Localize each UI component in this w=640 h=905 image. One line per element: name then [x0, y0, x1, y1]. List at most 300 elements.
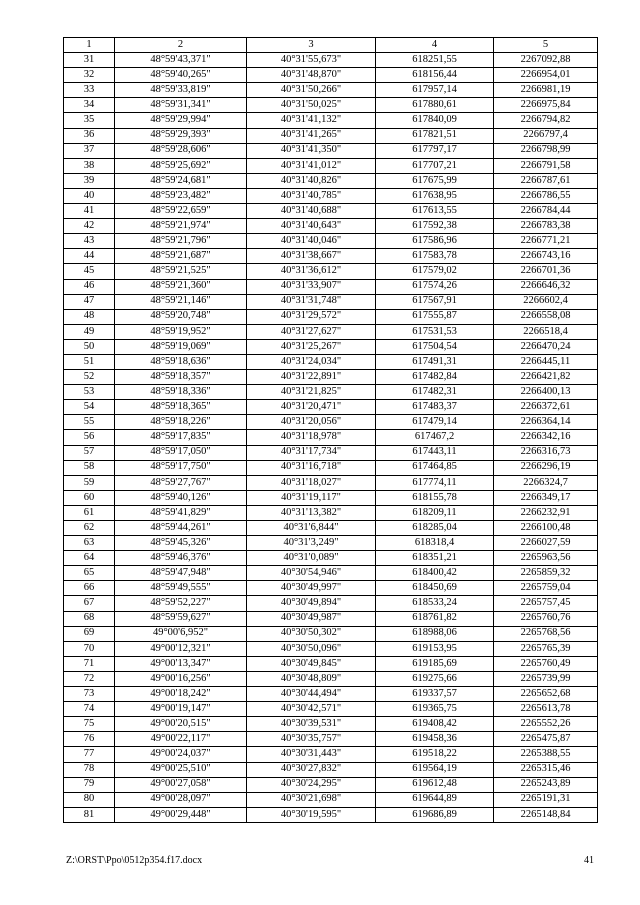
cell-latitude: 48°59'25,692" [115, 158, 247, 173]
cell-latitude: 48°59'20,748" [115, 309, 247, 324]
coordinates-table [63, 37, 598, 823]
cell-x: 619458,36 [376, 732, 494, 747]
table-row [64, 430, 598, 445]
cell-number: 67 [64, 596, 115, 611]
cell-y: 2266602,4 [494, 294, 598, 309]
cell-latitude: 48°59'40,265" [115, 68, 247, 83]
cell-x: 617638,95 [376, 188, 494, 203]
cell-longitude: 40°30'49,987" [247, 611, 376, 626]
cell-latitude: 48°59'18,357" [115, 370, 247, 385]
cell-number: 44 [64, 249, 115, 264]
cell-x: 617504,54 [376, 339, 494, 354]
column-header-number: 1 [64, 38, 115, 53]
table-row [64, 762, 598, 777]
cell-x: 619275,66 [376, 671, 494, 686]
cell-x: 617531,53 [376, 324, 494, 339]
table-row [64, 415, 598, 430]
cell-number: 79 [64, 777, 115, 792]
cell-x: 619153,95 [376, 641, 494, 656]
cell-latitude: 49°00'24,037" [115, 747, 247, 762]
cell-number: 43 [64, 234, 115, 249]
cell-number: 31 [64, 53, 115, 68]
cell-number: 41 [64, 204, 115, 219]
table-row [64, 475, 598, 490]
cell-number: 74 [64, 702, 115, 717]
cell-x: 617482,31 [376, 385, 494, 400]
cell-latitude: 48°59'46,376" [115, 551, 247, 566]
cell-number: 38 [64, 158, 115, 173]
cell-latitude: 49°00'6,952" [115, 626, 247, 641]
cell-latitude: 48°59'23,482" [115, 188, 247, 203]
table-row [64, 747, 598, 762]
table-row [64, 385, 598, 400]
page-number: 41 [584, 855, 594, 866]
cell-y: 2265759,04 [494, 581, 598, 596]
cell-x: 617483,37 [376, 400, 494, 415]
cell-longitude: 40°31'41,012" [247, 158, 376, 173]
cell-x: 617482,84 [376, 370, 494, 385]
cell-latitude: 48°59'27,767" [115, 475, 247, 490]
cell-x: 617592,38 [376, 219, 494, 234]
cell-number: 36 [64, 128, 115, 143]
cell-y: 2266364,14 [494, 415, 598, 430]
table-row [64, 53, 598, 68]
cell-longitude: 40°31'18,978" [247, 430, 376, 445]
cell-number: 48 [64, 309, 115, 324]
table-row [64, 521, 598, 536]
cell-latitude: 48°59'21,525" [115, 264, 247, 279]
cell-number: 59 [64, 475, 115, 490]
cell-latitude: 48°59'21,687" [115, 249, 247, 264]
cell-number: 57 [64, 445, 115, 460]
cell-latitude: 48°59'28,606" [115, 143, 247, 158]
cell-longitude: 40°31'20,056" [247, 415, 376, 430]
cell-number: 77 [64, 747, 115, 762]
cell-x: 619185,69 [376, 656, 494, 671]
table-row [64, 596, 598, 611]
cell-number: 78 [64, 762, 115, 777]
cell-longitude: 40°31'36,612" [247, 264, 376, 279]
cell-x: 619564,19 [376, 762, 494, 777]
cell-longitude: 40°31'31,748" [247, 294, 376, 309]
cell-number: 53 [64, 385, 115, 400]
cell-latitude: 48°59'44,261" [115, 521, 247, 536]
cell-longitude: 40°31'40,688" [247, 204, 376, 219]
cell-longitude: 40°30'19,595" [247, 807, 376, 822]
cell-x: 617880,61 [376, 98, 494, 113]
cell-longitude: 40°31'48,870" [247, 68, 376, 83]
cell-latitude: 48°59'33,819" [115, 83, 247, 98]
cell-number: 58 [64, 460, 115, 475]
cell-longitude: 40°31'6,844" [247, 521, 376, 536]
cell-y: 2266787,61 [494, 173, 598, 188]
cell-number: 37 [64, 143, 115, 158]
cell-latitude: 48°59'47,948" [115, 566, 247, 581]
cell-longitude: 40°30'49,894" [247, 596, 376, 611]
cell-latitude: 49°00'12,321" [115, 641, 247, 656]
table-row [64, 113, 598, 128]
column-header-longitude: 3 [247, 38, 376, 53]
cell-number: 73 [64, 687, 115, 702]
cell-latitude: 48°59'22,659" [115, 204, 247, 219]
cell-x: 617707,21 [376, 158, 494, 173]
cell-number: 45 [64, 264, 115, 279]
cell-x: 617840,09 [376, 113, 494, 128]
cell-latitude: 48°59'19,952" [115, 324, 247, 339]
cell-longitude: 40°30'31,443" [247, 747, 376, 762]
cell-x: 619365,75 [376, 702, 494, 717]
cell-number: 62 [64, 521, 115, 536]
table-row [64, 536, 598, 551]
table-row [64, 279, 598, 294]
cell-y: 2266342,16 [494, 430, 598, 445]
cell-latitude: 48°59'21,146" [115, 294, 247, 309]
table-row [64, 324, 598, 339]
cell-number: 51 [64, 354, 115, 369]
cell-longitude: 40°30'49,997" [247, 581, 376, 596]
table-row [64, 339, 598, 354]
cell-longitude: 40°31'33,907" [247, 279, 376, 294]
cell-number: 75 [64, 717, 115, 732]
cell-x: 617567,91 [376, 294, 494, 309]
cell-y: 2266372,61 [494, 400, 598, 415]
table-row [64, 626, 598, 641]
cell-longitude: 40°31'13,382" [247, 505, 376, 520]
cell-longitude: 40°31'40,046" [247, 234, 376, 249]
cell-latitude: 48°59'29,393" [115, 128, 247, 143]
table-row [64, 264, 598, 279]
cell-number: 69 [64, 626, 115, 641]
column-header-x: 4 [376, 38, 494, 53]
table-row [64, 234, 598, 249]
table-row [64, 581, 598, 596]
cell-y: 2266798,99 [494, 143, 598, 158]
cell-latitude: 48°59'18,365" [115, 400, 247, 415]
cell-y: 2265757,45 [494, 596, 598, 611]
cell-x: 617555,87 [376, 309, 494, 324]
table-row [64, 687, 598, 702]
cell-x: 619337,57 [376, 687, 494, 702]
cell-y: 2266783,38 [494, 219, 598, 234]
cell-number: 50 [64, 339, 115, 354]
cell-latitude: 49°00'18,242" [115, 687, 247, 702]
cell-number: 55 [64, 415, 115, 430]
table-row [64, 641, 598, 656]
cell-x: 617613,55 [376, 204, 494, 219]
cell-y: 2266791,58 [494, 158, 598, 173]
table-row [64, 611, 598, 626]
cell-y: 2266421,82 [494, 370, 598, 385]
table-row [64, 460, 598, 475]
cell-longitude: 40°30'50,096" [247, 641, 376, 656]
cell-latitude: 49°00'16,256" [115, 671, 247, 686]
table-row [64, 188, 598, 203]
table-row [64, 68, 598, 83]
cell-latitude: 49°00'27,058" [115, 777, 247, 792]
cell-longitude: 40°30'49,845" [247, 656, 376, 671]
cell-longitude: 40°30'54,946" [247, 566, 376, 581]
table-row [64, 400, 598, 415]
cell-number: 49 [64, 324, 115, 339]
cell-x: 619686,89 [376, 807, 494, 822]
cell-number: 61 [64, 505, 115, 520]
cell-latitude: 49°00'13,347" [115, 656, 247, 671]
cell-number: 71 [64, 656, 115, 671]
footer-file-path: Z:\ORST\Ppo\0512p354.f17.docx [66, 855, 203, 866]
cell-latitude: 49°00'25,510" [115, 762, 247, 777]
cell-x: 617774,11 [376, 475, 494, 490]
table-row [64, 219, 598, 234]
cell-longitude: 40°31'41,350" [247, 143, 376, 158]
cell-y: 2266981,19 [494, 83, 598, 98]
cell-longitude: 40°31'40,643" [247, 219, 376, 234]
cell-longitude: 40°31'41,132" [247, 113, 376, 128]
cell-number: 34 [64, 98, 115, 113]
cell-y: 2267092,88 [494, 53, 598, 68]
cell-y: 2265963,56 [494, 551, 598, 566]
cell-longitude: 40°31'25,267" [247, 339, 376, 354]
table-body [64, 53, 598, 823]
cell-y: 2266794,82 [494, 113, 598, 128]
cell-x: 619408,42 [376, 717, 494, 732]
cell-x: 619518,22 [376, 747, 494, 762]
cell-longitude: 40°31'40,826" [247, 173, 376, 188]
table-row [64, 566, 598, 581]
cell-latitude: 48°59'40,126" [115, 490, 247, 505]
cell-x: 617821,51 [376, 128, 494, 143]
cell-y: 2265148,84 [494, 807, 598, 822]
cell-y: 2266975,84 [494, 98, 598, 113]
cell-longitude: 40°31'40,785" [247, 188, 376, 203]
cell-longitude: 40°31'27,627" [247, 324, 376, 339]
cell-number: 33 [64, 83, 115, 98]
cell-number: 46 [64, 279, 115, 294]
table-row [64, 656, 598, 671]
cell-y: 2265760,76 [494, 611, 598, 626]
cell-longitude: 40°30'24,295" [247, 777, 376, 792]
cell-longitude: 40°31'3,249" [247, 536, 376, 551]
cell-longitude: 40°30'50,302" [247, 626, 376, 641]
cell-y: 2266445,11 [494, 354, 598, 369]
cell-y: 2266100,48 [494, 521, 598, 536]
cell-longitude: 40°31'55,673" [247, 53, 376, 68]
cell-number: 39 [64, 173, 115, 188]
cell-latitude: 49°00'29,448" [115, 807, 247, 822]
cell-y: 2266316,73 [494, 445, 598, 460]
cell-number: 42 [64, 219, 115, 234]
cell-x: 617443,11 [376, 445, 494, 460]
cell-longitude: 40°31'17,734" [247, 445, 376, 460]
table-row [64, 143, 598, 158]
cell-x: 618156,44 [376, 68, 494, 83]
cell-y: 2265552,26 [494, 717, 598, 732]
cell-y: 2266743,16 [494, 249, 598, 264]
cell-number: 65 [64, 566, 115, 581]
cell-latitude: 48°59'18,226" [115, 415, 247, 430]
cell-latitude: 48°59'17,835" [115, 430, 247, 445]
table-row [64, 249, 598, 264]
cell-x: 618285,04 [376, 521, 494, 536]
table-row [64, 173, 598, 188]
cell-y: 2266296,19 [494, 460, 598, 475]
cell-latitude: 48°59'21,796" [115, 234, 247, 249]
cell-longitude: 40°31'16,718" [247, 460, 376, 475]
cell-y: 2265739,99 [494, 671, 598, 686]
cell-longitude: 40°31'0,089" [247, 551, 376, 566]
cell-longitude: 40°30'21,698" [247, 792, 376, 807]
cell-number: 40 [64, 188, 115, 203]
cell-y: 2266784,44 [494, 204, 598, 219]
cell-latitude: 48°59'43,371" [115, 53, 247, 68]
cell-y: 2266786,55 [494, 188, 598, 203]
cell-y: 2265191,31 [494, 792, 598, 807]
cell-longitude: 40°30'42,571" [247, 702, 376, 717]
cell-y: 2266771,21 [494, 234, 598, 249]
table-row [64, 445, 598, 460]
cell-number: 32 [64, 68, 115, 83]
cell-longitude: 40°31'41,265" [247, 128, 376, 143]
table-header-row [64, 38, 598, 53]
cell-x: 618988,06 [376, 626, 494, 641]
cell-latitude: 48°59'49,555" [115, 581, 247, 596]
cell-longitude: 40°31'18,027" [247, 475, 376, 490]
cell-latitude: 49°00'22,117" [115, 732, 247, 747]
cell-y: 2266954,01 [494, 68, 598, 83]
table-row [64, 490, 598, 505]
cell-number: 81 [64, 807, 115, 822]
cell-latitude: 48°59'19,069" [115, 339, 247, 354]
cell-y: 2265765,39 [494, 641, 598, 656]
cell-longitude: 40°31'38,667" [247, 249, 376, 264]
cell-latitude: 48°59'18,336" [115, 385, 247, 400]
cell-longitude: 40°30'44,494" [247, 687, 376, 702]
table-row [64, 505, 598, 520]
cell-number: 70 [64, 641, 115, 656]
cell-number: 64 [64, 551, 115, 566]
cell-number: 63 [64, 536, 115, 551]
table-row [64, 204, 598, 219]
cell-x: 618761,82 [376, 611, 494, 626]
cell-longitude: 40°31'29,572" [247, 309, 376, 324]
cell-y: 2266646,32 [494, 279, 598, 294]
cell-y: 2265243,89 [494, 777, 598, 792]
cell-x: 617464,85 [376, 460, 494, 475]
cell-longitude: 40°30'27,832" [247, 762, 376, 777]
cell-x: 617479,14 [376, 415, 494, 430]
cell-y: 2266324,7 [494, 475, 598, 490]
cell-x: 617797,17 [376, 143, 494, 158]
cell-latitude: 48°59'59,627" [115, 611, 247, 626]
cell-x: 618318,4 [376, 536, 494, 551]
cell-latitude: 48°59'18,636" [115, 354, 247, 369]
cell-x: 619644,89 [376, 792, 494, 807]
cell-latitude: 48°59'24,681" [115, 173, 247, 188]
cell-longitude: 40°30'39,531" [247, 717, 376, 732]
cell-y: 2265475,87 [494, 732, 598, 747]
cell-longitude: 40°30'48,809" [247, 671, 376, 686]
cell-y: 2266558,08 [494, 309, 598, 324]
column-header-y: 5 [494, 38, 598, 53]
cell-y: 2266701,36 [494, 264, 598, 279]
cell-x: 618251,55 [376, 53, 494, 68]
table-row [64, 158, 598, 173]
cell-x: 618155,78 [376, 490, 494, 505]
cell-y: 2265652,68 [494, 687, 598, 702]
cell-y: 2266797,4 [494, 128, 598, 143]
cell-latitude: 48°59'17,750" [115, 460, 247, 475]
cell-latitude: 48°59'52,227" [115, 596, 247, 611]
table-row [64, 777, 598, 792]
cell-number: 47 [64, 294, 115, 309]
cell-number: 80 [64, 792, 115, 807]
cell-number: 76 [64, 732, 115, 747]
cell-x: 618400,42 [376, 566, 494, 581]
cell-number: 60 [64, 490, 115, 505]
table-row [64, 807, 598, 822]
cell-number: 52 [64, 370, 115, 385]
table-row [64, 294, 598, 309]
cell-longitude: 40°31'22,891" [247, 370, 376, 385]
cell-x: 617586,96 [376, 234, 494, 249]
table-row [64, 717, 598, 732]
cell-y: 2266027,59 [494, 536, 598, 551]
cell-latitude: 49°00'19,147" [115, 702, 247, 717]
table-row [64, 83, 598, 98]
cell-y: 2265388,55 [494, 747, 598, 762]
table-row [64, 792, 598, 807]
cell-x: 617675,99 [376, 173, 494, 188]
cell-y: 2265613,78 [494, 702, 598, 717]
cell-latitude: 48°59'45,326" [115, 536, 247, 551]
cell-y: 2266400,13 [494, 385, 598, 400]
cell-number: 66 [64, 581, 115, 596]
table-row [64, 732, 598, 747]
cell-longitude: 40°31'24,034" [247, 354, 376, 369]
cell-longitude: 40°31'19,117" [247, 490, 376, 505]
cell-x: 619612,48 [376, 777, 494, 792]
cell-latitude: 48°59'21,360" [115, 279, 247, 294]
cell-longitude: 40°30'35,757" [247, 732, 376, 747]
table-row [64, 671, 598, 686]
cell-y: 2266232,91 [494, 505, 598, 520]
cell-x: 617957,14 [376, 83, 494, 98]
cell-x: 617574,26 [376, 279, 494, 294]
cell-number: 56 [64, 430, 115, 445]
table-row [64, 128, 598, 143]
cell-y: 2265760,49 [494, 656, 598, 671]
cell-y: 2266470,24 [494, 339, 598, 354]
table-row [64, 702, 598, 717]
cell-y: 2265768,56 [494, 626, 598, 641]
cell-longitude: 40°31'20,471" [247, 400, 376, 415]
cell-latitude: 48°59'29,994" [115, 113, 247, 128]
table-row [64, 551, 598, 566]
cell-number: 35 [64, 113, 115, 128]
cell-x: 618450,69 [376, 581, 494, 596]
column-header-latitude: 2 [115, 38, 247, 53]
cell-x: 617579,02 [376, 264, 494, 279]
table-row [64, 309, 598, 324]
cell-x: 618351,21 [376, 551, 494, 566]
cell-y: 2265315,46 [494, 762, 598, 777]
cell-latitude: 48°59'17,050" [115, 445, 247, 460]
cell-x: 618209,11 [376, 505, 494, 520]
cell-latitude: 49°00'20,515" [115, 717, 247, 732]
cell-x: 618533,24 [376, 596, 494, 611]
table-row [64, 370, 598, 385]
cell-y: 2265859,32 [494, 566, 598, 581]
cell-x: 617467,2 [376, 430, 494, 445]
